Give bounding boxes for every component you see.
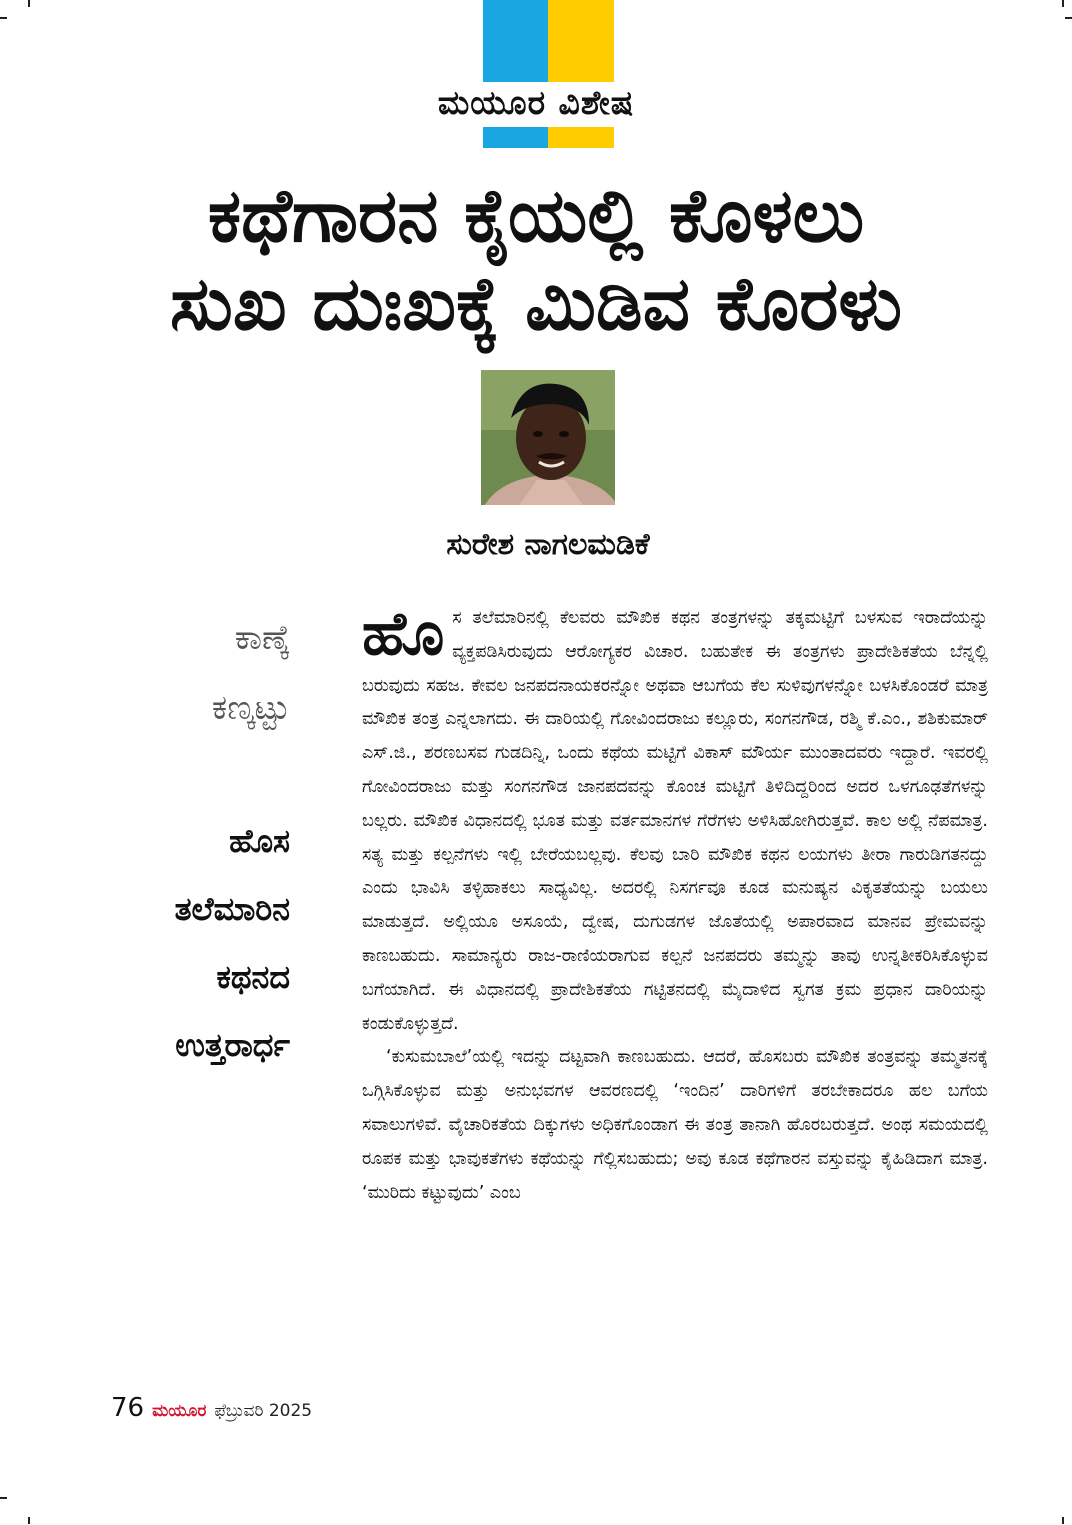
crop-mark-top-left — [0, 17, 7, 19]
crop-mark-bottom-left — [0, 1497, 7, 1499]
headline-line-2: ಸುಖ ದುಃಖಕ್ಕೆ ಮಿಡಿವ ಕೊರಳು — [169, 261, 903, 347]
crop-mark-bottom-left-vertical — [28, 1517, 30, 1524]
drop-cap: ಹೊ — [362, 599, 445, 669]
author-name: ಸುರೇಶ ನಾಗಲಮಡಿಕೆ — [446, 527, 650, 562]
crop-mark-top-left-vertical — [28, 0, 30, 7]
section-color-bar-top — [483, 0, 614, 82]
theme-line-2: ತಲೆಮಾರಿನ — [174, 890, 290, 928]
crop-mark-top-right — [1065, 17, 1072, 19]
blue-block — [483, 127, 548, 148]
headline-line-1: ಕಥೆಗಾರನ ಕೈಯಲ್ಲಿ ಕೊಳಲು — [207, 173, 865, 259]
paragraph-1 — [362, 599, 988, 1041]
section-label: ಮಯೂರ ವಿಶೇಷ — [437, 83, 635, 122]
paragraph-2: ‘ಕುಸುಮಬಾಲೆ’ಯಲ್ಲಿ ಇದನ್ನು ದಟ್ಟವಾಗಿ ಕಾಣಬಹುದು. ಆದರೆ, ಹೊಸಬರು ಮೌಖಿಕ ತಂತ್ರವನ್ನು ತಮ್ಮತನಕ್ಕೆ ಒಗ್ಗಿಸಿಕೊಳ್ಳುವ ಮತ್ತು ಅನುಭವಗಳ ಆವರಣದಲ್ಲಿ ‘ಇಂದಿನ’ ದಾರಿಗಳಿಗೆ ತರಬೇಕಾದರೂ ಹಲ ಬಗೆಯ ಸವಾಲುಗಳಿವೆ. ವೈಚಾರಿಕತೆಯ ದಿಕ್ಕುಗಳು ಅಧಿಕಗೊಂಡಾಗ ಈ ತಂತ್ರ ತಾನಾಗಿ ಹೊರಬರುತ್ತದೆ. ಅಂಥ ಸಮಯದಲ್ಲಿ ರೂಪಕ ಮತ್ತು ಭಾವುಕತೆಗಳು ಕಥೆಯನ್ನು ಗೆಲ್ಲಿಸಬಹುದು; ಅವು ಕೂಡ ಕಥೆಗಾರನ ವಸ್ತುವನ್ನು ಕೈಹಿಡಿದಾಗ ಮಾತ್ರ. ‘ಮುರಿದು ಕಟ್ಟುವುದು’ ಎಂಬ — [362, 1047, 988, 1203]
author-photo — [481, 370, 615, 505]
headline — [60, 172, 1012, 348]
page-number: 76 — [111, 1393, 145, 1423]
yellow-block — [548, 0, 614, 82]
theme-line-1: ಹೊಸ — [229, 822, 290, 860]
article-body — [362, 599, 988, 1210]
crop-mark-top-right-vertical — [1062, 0, 1064, 7]
article-theme — [90, 807, 290, 1079]
column-title-word-2: ಕಣ್ಕಟ್ಟು — [211, 688, 290, 728]
blue-block — [483, 0, 548, 82]
theme-line-4: ಉತ್ತರಾರ್ಧ — [175, 1026, 290, 1064]
sidebar — [90, 605, 290, 1079]
paragraph-1-text: ಸ ತಲೆಮಾರಿನಲ್ಲಿ ಕೆಲವರು ಮೌಖಿಕ ಕಥನ ತಂತ್ರಗಳನ್ನು ತಕ್ಕಮಟ್ಟಿಗೆ ಬಳಸುವ ಇರಾದೆಯನ್ನು ವ್ಯಕ್ತಪಡಿಸಿರುವುದು ಆರೋಗ್ಯಕರ ವಿಚಾರ. ಬಹುತೇಕ ಈ ತಂತ್ರಗಳು ಪ್ರಾದೇಶಿಕತೆಯ ಬೆನ್ನಲ್ಲಿ ಬರುವುದು ಸಹಜ. ಕೇವಲ ಜನಪದನಾಯಕರನ್ನೋ ಅಥವಾ ಆಬಗೆಯ ಕೆಲ ಸುಳಿವುಗಳನ್ನೋ ಬಳಸಿಕೊಂಡರೆ ಮಾತ್ರ ಮೌಖಿಕ ತಂತ್ರ ಎನ್ನಲಾಗದು. ಈ ದಾರಿಯಲ್ಲಿ ಗೋವಿಂದರಾಜು ಕಲ್ಲೂರು, ಸಂಗನಗೌಡ, ರಶ್ಮಿ ಕೆ.ಎಂ., ಶಶಿಕುಮಾರ್ ಎಸ್.ಜಿ., ಶರಣಬಸವ ಗುಡದಿನ್ನಿ, ಒಂದು ಕಥೆಯ ಮಟ್ಟಿಗೆ ವಿಕಾಸ್ ಮೌರ್ಯ ಮುಂತಾದವರು ಇದ್ದಾರೆ. ಇವರಲ್ಲಿ ಗೋವಿಂದರಾಜು ಮತ್ತು ಸಂಗನಗೌಡ ಜಾನಪದವನ್ನು ಕೊಂಚ ಮಟ್ಟಿಗೆ ತಿಳಿದಿದ್ದರಿಂದ ಅದರ ಒಳಗೂಢತೆಗಳನ್ನು ಬಲ್ಲರು. ಮೌಖಿಕ ವಿಧಾನದಲ್ಲಿ ಭೂತ ಮತ್ತು ವರ್ತಮಾನಗಳ ಗೆರೆಗಳು ಅಳಿಸಿಹೋಗಿರುತ್ತವೆ. ಕಾಲ ಅಲ್ಲಿ ನೆಪಮಾತ್ರ. ಸತ್ಯ ಮತ್ತು ಕಲ್ಪನೆಗಳು ಇಲ್ಲಿ ಬೇರೆಯಬಲ್ಲವು. ಕೆಲವು ಬಾರಿ ಮೌಖಿಕ ಕಥನ ಲಯಗಳು ತೀರಾ ಗಾರುಡಿಗತನದ್ದು ಎಂದು ಭಾವಿಸಿ ತಳ್ಳಿಹಾಕಲು ಸಾಧ್ಯವಿಲ್ಲ. ಅದರಲ್ಲಿ ನಿಸರ್ಗವೂ ಕೂಡ ಮನುಷ್ಯನ ವಿಕೃತತೆಯನ್ನು ಬಯಲು ಮಾಡುತ್ತದೆ. ಅಲ್ಲಿಯೂ ಅಸೂಯೆ, ದ್ವೇಷ, ದುಗುಡಗಳ ಜೊತೆಯಲ್ಲಿ ಅಪಾರವಾದ ಮಾನವ ಪ್ರೇಮವನ್ನು ಕಾಣಬಹುದು. ಸಾಮಾನ್ಯರು ರಾಜ-ರಾಣಿಯರಾಗುವ ಕಲ್ಪನೆ ಜನಪದರು ತಮ್ಮನ್ನು ತಾವು ಉನ್ನತೀಕರಿಸಿಕೊಳ್ಳುವ ಬಗೆಯಾಗಿದೆ. ಈ ವಿಧಾನದಲ್ಲಿ ಪ್ರಾದೇಶಿಕತೆಯ ಗಟ್ಟಿತನದಲ್ಲಿ ಮೈದಾಳಿದ ಸ್ವಗತ ಕ್ರಮ ಪ್ರಧಾನ ದಾರಿಯನ್ನು ಕಂಡುಕೊಳ್ಳುತ್ತದೆ. — [362, 608, 988, 1034]
magazine-logo: ಮಯೂರ — [152, 1401, 207, 1421]
issue-date: ಫೆಬ್ರುವರಿ 2025 — [214, 1401, 313, 1421]
yellow-block — [548, 127, 614, 148]
theme-line-3: ಕಥನದ — [216, 958, 290, 996]
page-footer — [111, 1393, 312, 1427]
column-title-word-1: ಕಾಣ್ಕೆ — [234, 618, 290, 658]
author-portrait-illustration — [481, 370, 615, 505]
crop-mark-bottom-right-vertical — [1062, 1517, 1064, 1524]
section-color-bar-bottom — [483, 127, 614, 148]
